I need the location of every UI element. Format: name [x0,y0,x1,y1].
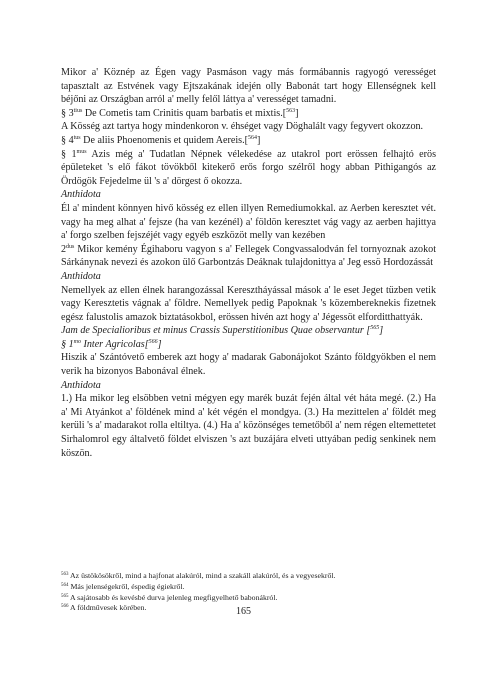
section-mark: § 1 [61,338,74,350]
section-mark: § 1 [61,148,77,160]
paragraph [61,202,436,243]
section-mark: § 4 [61,134,74,146]
paragraph [61,243,436,270]
paragraph-text: A Kösség azt tartya hogy mindenkoron v. éhséget vagy Döghalált vagy fegyvert okozzon. [61,121,424,133]
footnote-number: 565 [61,593,69,599]
paragraph [61,134,436,148]
section-text: Inter Agricolas[ [80,338,149,350]
paragraph [61,392,436,460]
main-text [61,66,436,460]
paragraph [61,107,436,121]
paragraph [61,66,436,107]
ordinal-suffix: tus [73,134,81,141]
paragraph [61,338,436,352]
heading-text: Jam de Specialioribus et minus Crassis Superstitionibus Quae observantur [ [61,325,371,337]
page-number: 165 [236,606,251,617]
ordinal-suffix: tius [73,107,83,114]
heading-text: Anthidota [61,189,101,201]
footnote-ref: 563 [286,107,296,114]
footnote-text: Az üstökösökről, mind a hajfonat alakúról, mind a szakáll alakúról, és a vegyesekről. [70,571,336,580]
paragraph [61,351,436,378]
footnote-ref: 564 [248,134,257,141]
footnote-text: A földművesek körében. [70,603,147,613]
paragraph [61,120,436,134]
footnote-text: A sajátosabb és kevésbé durva jelenleg megfigyelhető babonákról. [70,592,278,602]
ordinal-suffix: dus [66,243,75,250]
footnote-ref: 566 [148,338,158,345]
paragraph-text: Mikor a' Köznép az Égen vagy Pasmáson vagy más formábannis ragyogó verességet tapasztalt az Estvének vagy Ejtszakának idején olly Babonát tart hogy Ellenségnek kell béjőni az Országban arról a' melly felől láttya a' verességet tamadni. [61,67,436,106]
bracket: ] [157,338,162,350]
section-mark: § 3 [61,107,74,119]
section-text: Azis még a' Tudatlan Népnek vélekedése az utakrol port erössen felhajtó erös épületeket 's elő fákot tövökből kitekerő erős forgo szélről hogy abban Pithigangós az Ördögök Fejedelme ül 's a' dörgest ő okozza. [61,148,436,187]
paragraph-text: Nemellyek az ellen élnek harangozással Keresztháyással mások a' le eset Jeget tüzben vetik vagy Keresztetis vágnak a' földre. Nemellyek pedig Papoknak 's közembereknekis fizetnek egész falustolis amazok biztatásokbol, erössen hivén azt hogy a' Jégessöt elforditthattyák. [61,284,436,323]
bracket: ] [379,325,384,337]
section-heading [61,324,436,338]
paragraph-text: Él a' mindent könnyen hivő kösség ez ellen illyen Remediumokkal. az Aerben keresztet vét. vagy ha meg alhat a' fejsze (ha van kezénél) a' földön keresztet vág vagy az aerben hajittya a' forgo szelben fejszéjét vagy egyéb eszközöt melly van kezében [61,202,436,242]
footnote-number: 566 [61,604,69,610]
heading-text: Anthidota [61,270,101,282]
section-text: Mikor kemény Égihaboru vagyon s a' Fellegek Congvassalodván fel tornyoznak azokot Sárkánynak nevezi és azokon ülő Garbontzás Deáknak tulajdonittya a' Jeg essö Hordozássát [61,243,436,269]
footnote-text: Más jelenségekről, éspedig égiekről. [70,581,185,591]
section-heading [61,379,436,393]
section-heading [61,270,436,284]
footnote-ref: 565 [370,325,380,332]
footnote [61,593,436,604]
paragraph-text: Hiszik a' Szántóvető emberek azt hogy a' madarak Gabonájokot Szánto földgyökben el nem verik ha bizonyos Babonával élnek. [61,352,436,378]
footnote [61,582,436,593]
section-heading [61,188,436,202]
paragraph-text: 1.) Ha mikor leg elsöbben vetni mégyen egy marék buzát fején által vét háta megé. (2.) Ha a' Mi Atyánkot a' földének mind a' két végén el mondgya. (3.) Ha mezittelen a' földét meg kerüli 's a' madarakot rolla eltiltya. (4.) Ha a' közönséges temetőből a' nem régen eltemettetet Sirhalomrol egy általvető földet elviszen 's azt buzájára elveti uttyában pedig senkinek nem köszön. [61,393,436,459]
footnote-number: 563 [61,572,69,577]
section-text: De Cometis tam Crinitis quam barbatis et mixtis.[ [82,107,287,119]
footnote [61,571,436,582]
bracket: ] [257,134,261,146]
paragraph [61,284,436,325]
section-mark: 2 [61,243,67,255]
ordinal-suffix: mo [73,338,81,345]
bracket: ] [295,107,299,119]
paragraph [61,148,436,189]
section-text: De aliis Phoenomenis et quidem Aereis.[ [80,134,248,146]
ordinal-suffix: mus [76,148,87,155]
heading-text: Anthidota [61,379,101,391]
footnote-number: 564 [61,582,69,588]
